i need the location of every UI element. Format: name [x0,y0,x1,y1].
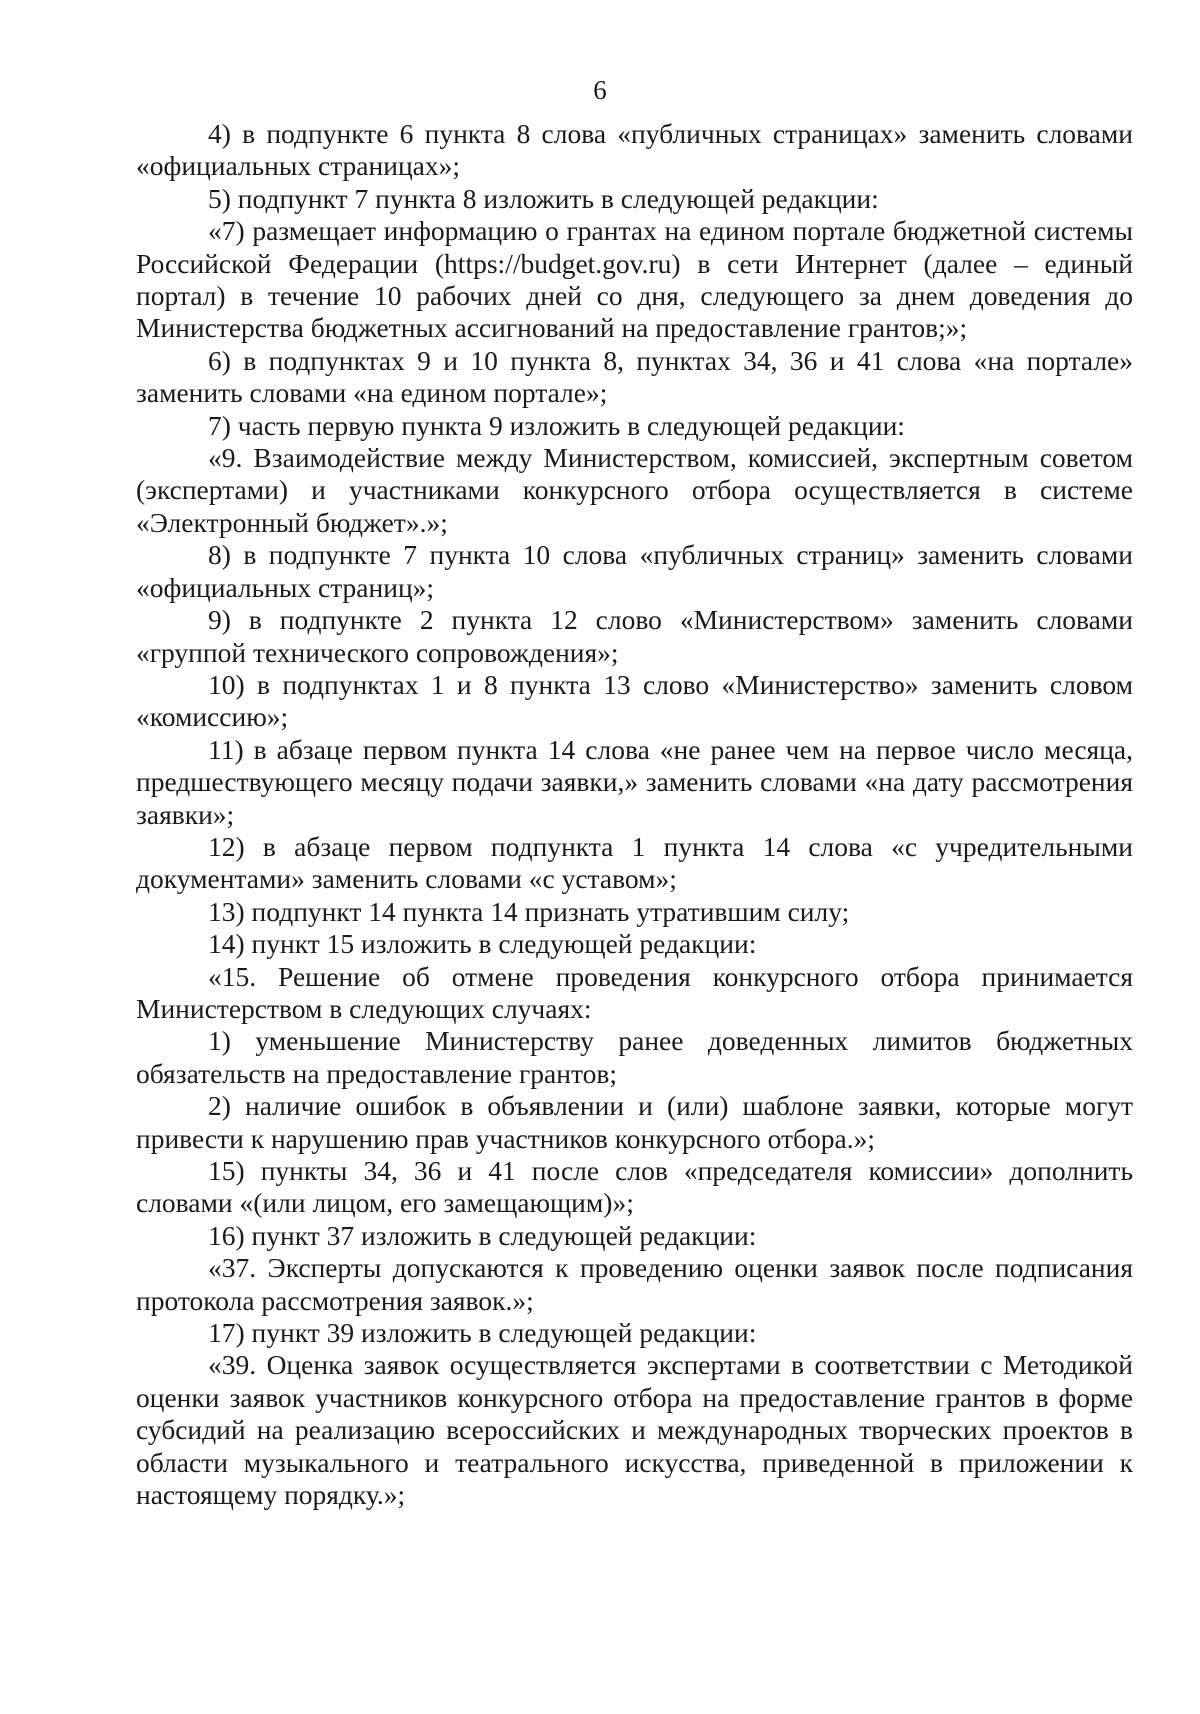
paragraph: 4) в подпункте 6 пункта 8 слова «публичных страницах» заменить словами «официальных страницах»; [136,118,1133,182]
paragraph: 11) в абзаце первом пункта 14 слова «не ранее чем на первое число месяца, предшествующего месяцу подачи заявки,» заменить словами «на дату рассмотрения заявки»; [136,733,1133,830]
paragraph: «15. Решение об отмене проведения конкурсного отбора принимается Министерством в следующих случаях: [136,960,1133,1024]
paragraph: 5) подпункт 7 пункта 8 изложить в следующей редакции: [208,182,879,214]
paragraph: 7) часть первую пункта 9 изложить в следующей редакции: [208,409,905,441]
paragraph: 16) пункт 37 изложить в следующей редакции: [208,1219,757,1251]
paragraph: 1) уменьшение Министерству ранее доведенных лимитов бюджетных обязательств на предоставление грантов; [136,1025,1133,1089]
paragraph: 2) наличие ошибок в объявлении и (или) шаблоне заявки, которые могут привести к нарушению прав участников конкурсного отбора.»; [136,1090,1133,1154]
paragraph: 12) в абзаце первом подпункта 1 пункта 14 слова «с учредительными документами» заменить словами «с уставом»; [136,830,1133,895]
paragraph: 6) в подпунктах 9 и 10 пункта 8, пунктах 34, 36 и 41 слова «на портале» заменить словами «на едином портале»; [136,344,1133,409]
paragraph: 13) подпункт 14 пункта 14 признать утратившим силу; [208,895,850,927]
paragraph: 14) пункт 15 изложить в следующей редакции: [208,928,757,960]
paragraph: «9. Взаимодействие между Министерством, комиссией, экспертным советом (экспертами) и участниками конкурсного отбора осуществляется в системе «Электронный бюджет».»; [136,442,1133,538]
paragraph: «37. Эксперты допускаются к проведению оценки заявок после подписания протокола рассмотрения заявок.»; [136,1252,1133,1316]
paragraph: «39. Оценка заявок осуществляется экспертами в соответствии с Методикой оценки заявок участников конкурсного отбора на предоставление грантов в форме субсидий на реализацию всероссийских и международных творческих проектов в области музыкального и театрального искусства, приведенной в приложении к настоящему порядку.»; [136,1349,1133,1511]
paragraph: «7) размещает информацию о грантах на едином портале бюджетной системы Российской Федерации (https://budget.gov.ru) в сети Интернет (далее – единый портал) в течение 10 рабочих дней со дня, следующего за днем доведения до Министерства бюджетных ассигнований на предоставление грантов;»; [136,215,1133,344]
paragraph: 8) в подпункте 7 пункта 10 слова «публичных страниц» заменить словами «официальных страниц»; [136,539,1133,603]
document-body [136,118,1133,1511]
paragraph: 15) пункты 34, 36 и 41 после слов «председателя комиссии» дополнить словами «(или лицом, его замещающим)»; [136,1155,1133,1219]
paragraph: 17) пункт 39 изложить в следующей редакции: [208,1317,757,1349]
paragraph: 10) в подпунктах 1 и 8 пункта 13 слово «Министерство» заменить словом «комиссию»; [136,668,1133,733]
paragraph: 9) в подпункте 2 пункта 12 слово «Министерством» заменить словами «группой технического сопровождения»; [136,604,1133,668]
page-number: 6 [593,75,607,105]
